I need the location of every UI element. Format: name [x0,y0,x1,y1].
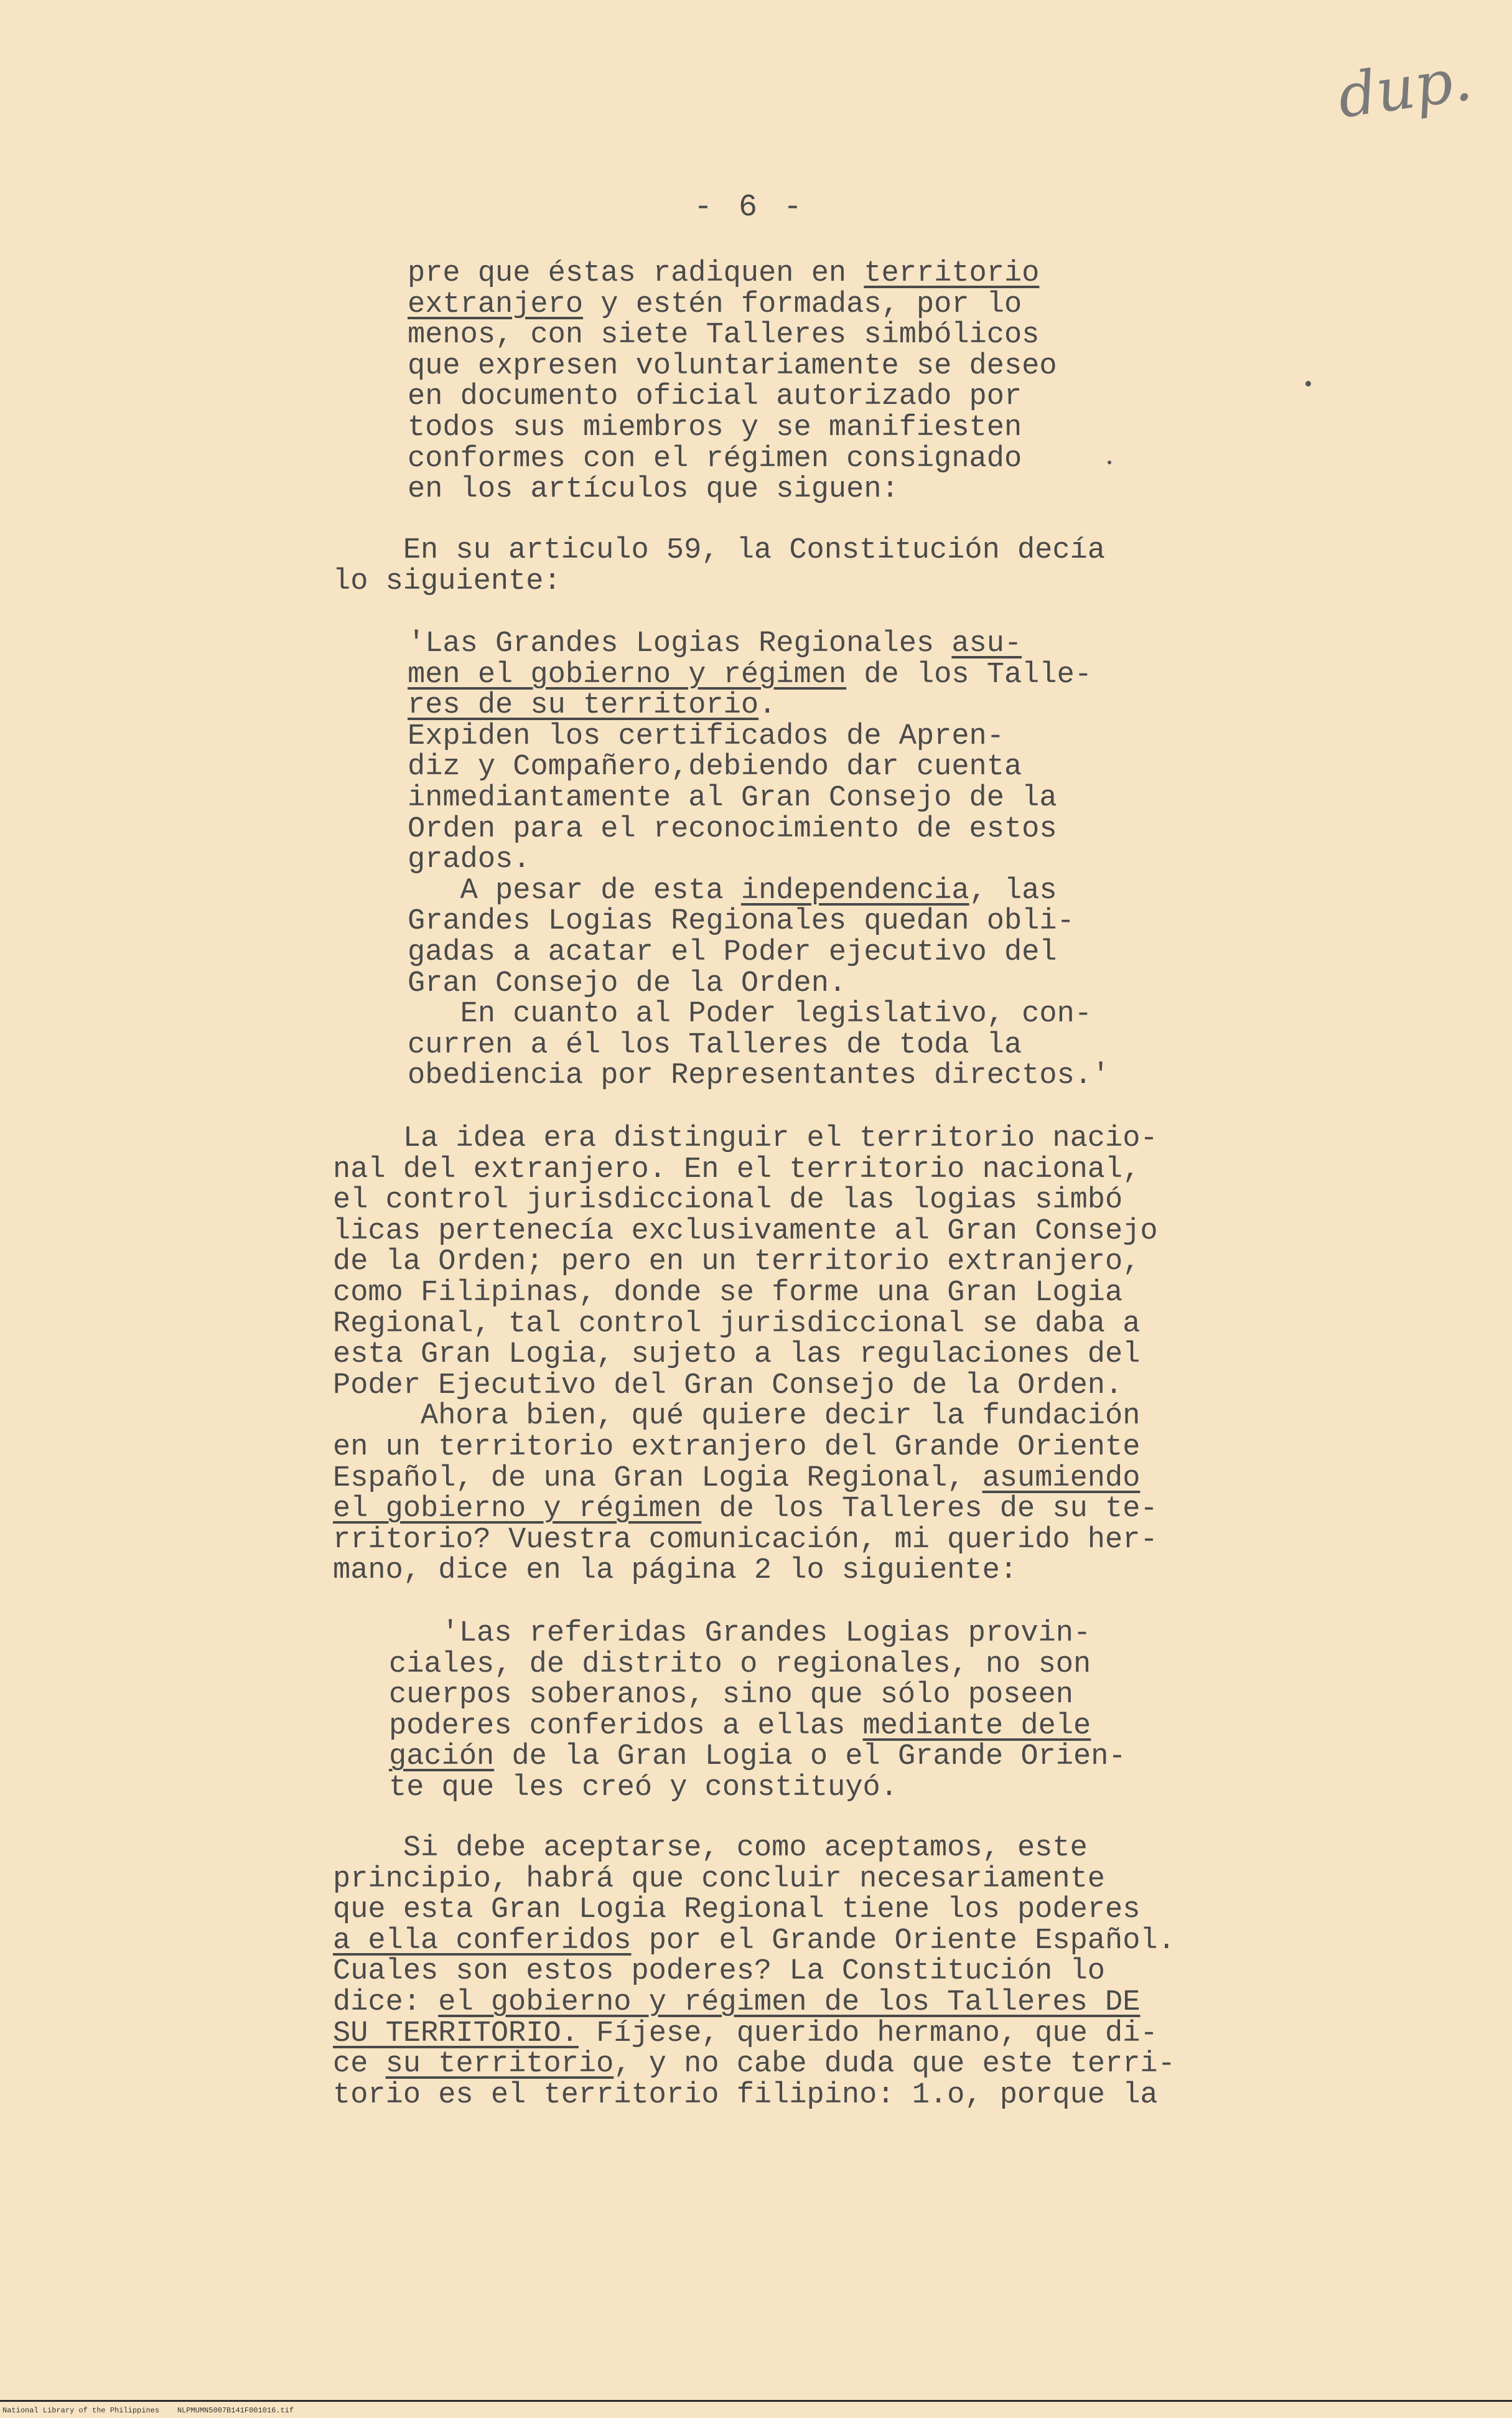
underlined-phrase: SU TERRITORIO. [333,2017,579,2050]
text-line [408,320,1057,351]
text-line [408,690,1109,721]
text-line [408,814,1109,845]
paragraph [333,535,1105,597]
text-line [389,1649,1126,1680]
text-line [333,1247,1158,1278]
text-segment: el control jurisdiccional de las logias simbó [333,1184,1123,1217]
text-segment: A pesar de esta [408,874,741,907]
text-segment: . [758,689,777,723]
text-line [389,1741,1126,1773]
text-line [389,1618,1126,1649]
text-segment: inmediantamente al Gran Consejo de la [408,781,1057,815]
text-segment: que esta Gran Logia Regional tiene los poderes [333,1893,1141,1927]
text-segment: esta Gran Logia, sujeto a las regulaciones del [333,1338,1141,1372]
text-segment: Expiden los certificados de Apren- [408,719,1004,753]
text-segment: obediencia por Representantes directos.' [408,1059,1110,1093]
text-line [333,2080,1175,2111]
text-segment: ce [333,2048,386,2081]
text-segment: diz y Compañero,debiendo dar cuenta [408,751,1022,784]
handwritten-annotation: dup. [1333,44,1476,132]
text-segment: Regional, tal control jurisdiccional se daba a [333,1307,1141,1341]
text-segment: Poder Ejecutivo del Gran Consejo de la Orden. [333,1369,1123,1402]
underlined-phrase: territorio [864,257,1040,290]
text-segment: de los Talle- [846,658,1092,691]
text-segment: como Filipinas, donde se forme una Gran Logia [333,1276,1123,1310]
paragraph [333,1833,1175,2111]
text-segment: , y no cabe duda que este terri- [614,2048,1175,2081]
text-line [333,1956,1175,1987]
page-number: - 6 - [694,190,806,225]
text-line [333,1525,1158,1556]
text-line [408,845,1109,876]
text-line [389,1680,1126,1711]
ink-speck [1305,381,1311,387]
text-line [333,1864,1175,1895]
text-segment: en un territorio extranjero del Grande Oriente [333,1430,1141,1464]
text-segment: Orden para el reconocimiento de estos [408,812,1057,846]
text-segment: te que les creó y constituyó. [389,1771,898,1804]
underlined-phrase: independencia [740,874,969,907]
text-segment: gadas a acatar el Poder ejecutivo del [408,935,1057,969]
text-line [408,906,1109,937]
text-segment: ciales, de distrito o regionales, no son [389,1647,1091,1681]
text-segment: Ahora bien, qué quiere decir la fundación [333,1400,1141,1433]
text-segment: licas pertenecía exclusivamente al Gran Consejo [333,1214,1158,1248]
underlined-phrase: res de su territorio [408,689,759,723]
underlined-phrase: mediante dele [862,1709,1091,1743]
text-line [333,1216,1158,1247]
text-segment: torio es el territorio filipino: 1.o, porque la [333,2078,1158,2112]
text-line [408,968,1109,1000]
text-segment: lo siguiente: [333,565,561,598]
text-segment: La idea era distinguir el territorio nacio- [333,1122,1158,1155]
text-line [389,1711,1126,1742]
text-line [333,566,1105,597]
text-line [333,535,1105,566]
text-line [333,1895,1175,1926]
text-line [333,1185,1158,1216]
text-line [408,876,1109,907]
scan-edge-line [0,2400,1512,2402]
text-segment: poderes conferidos a ellas [389,1709,863,1743]
paragraph [333,1123,1158,1586]
text-segment: en los artículos que siguen: [408,473,899,507]
underlined-phrase: men el gobierno y régimen [408,658,847,691]
text-segment: Gran Consejo de la Orden. [408,967,847,1000]
text-segment: principio, habrá que concluir necesariamente [333,1862,1106,1896]
text-segment: por el Grande Oriente Español. [631,1924,1175,1957]
underlined-phrase: extranjero [408,288,584,321]
text-line [389,1773,1126,1804]
text-segment: de los Talleres de su te- [701,1493,1158,1526]
text-segment: Español, de una Gran Logia Regional, [333,1461,982,1495]
text-line [333,1463,1158,1494]
text-segment: rritorio? Vuestra comunicación, mi querido her- [333,1523,1158,1557]
text-line [333,1987,1175,2018]
text-line [333,2049,1175,2080]
text-line [408,351,1057,382]
text-segment: cuerpos soberanos, sino que sólo poseen [389,1679,1073,1712]
text-line [333,1309,1158,1340]
text-segment: dice: [333,1985,439,2019]
text-line [408,1030,1109,1061]
text-segment: nal del extranjero. En el territorio nacional, [333,1153,1141,1186]
text-line [333,1339,1158,1371]
text-line [333,1555,1158,1586]
text-segment: menos, con siete Talleres simbólicos [408,319,1040,352]
underlined-phrase: asu- [951,627,1022,660]
text-line [408,660,1109,691]
text-segment: de la Orden; pero en un territorio extranjero, [333,1245,1141,1279]
text-segment: pre que éstas radiquen en [408,257,864,290]
text-line [333,1494,1158,1525]
text-line [333,1123,1158,1155]
underlined-phrase: a ella conferidos [333,1924,632,1957]
text-segment: y estén formadas, por lo [583,288,1022,321]
text-segment: , las [969,874,1057,907]
underlined-phrase: el gobierno y régimen de los Talleres DE [438,1985,1141,2019]
text-line [408,783,1109,814]
text-segment: todos sus miembros y se manifiesten [408,411,1022,444]
underlined-phrase: asumiendo [982,1461,1141,1495]
text-segment: conformes con el régimen consignado [408,442,1022,476]
text-segment: En cuanto al Poder legislativo, con- [408,998,1092,1031]
text-segment: en documento oficial autorizado por [408,380,1022,414]
ink-speck [1108,461,1111,464]
text-line [333,1432,1158,1463]
text-line [408,629,1109,660]
text-line [333,1278,1158,1309]
text-line [333,2018,1175,2050]
text-line [333,1401,1158,1432]
text-line [408,999,1109,1030]
text-line [408,752,1109,783]
paragraph [408,258,1057,505]
underlined-phrase: el gobierno y régimen [333,1493,702,1526]
underlined-phrase: su territorio [385,2048,614,2081]
paragraph [389,1618,1126,1804]
text-segment: mano, dice en la página 2 lo siguiente: [333,1554,1017,1588]
scan-footer: National Library of the Philippines NLPMUMN5007B141F001016.tif [2,2406,294,2415]
text-line [408,289,1057,321]
text-segment: Grandes Logias Regionales quedan obli- [408,905,1075,939]
text-segment: Si debe aceptarse, como aceptamos, este [333,1832,1088,1865]
text-line [408,721,1109,752]
text-line [333,1155,1158,1186]
text-line [408,258,1057,289]
text-line [408,1061,1109,1092]
paragraph [408,629,1109,1092]
text-segment: 'Las Grandes Logias Regionales [408,627,952,660]
text-line [333,1371,1158,1402]
text-segment: 'Las referidas Grandes Logias provin- [389,1617,1091,1650]
text-segment: grados. [408,843,531,877]
text-line [408,474,1057,505]
text-segment: Cuales son estos poderes? La Constitución lo [333,1955,1106,1989]
text-segment: Fíjese, querido hermano, que di- [578,2017,1158,2050]
text-line [333,1926,1175,1957]
text-line [408,444,1057,475]
text-segment: que expresen voluntariamente se deseo [408,349,1057,383]
text-line [408,382,1057,413]
text-line [408,413,1057,444]
underlined-phrase: gación [389,1740,495,1774]
text-line [333,1833,1175,1864]
text-segment: curren a él los Talleres de toda la [408,1028,1022,1062]
text-segment: En su articulo 59, la Constitución decía [333,534,1106,567]
text-line [408,937,1109,968]
text-segment: de la Gran Logia o el Grande Orien- [494,1740,1126,1774]
